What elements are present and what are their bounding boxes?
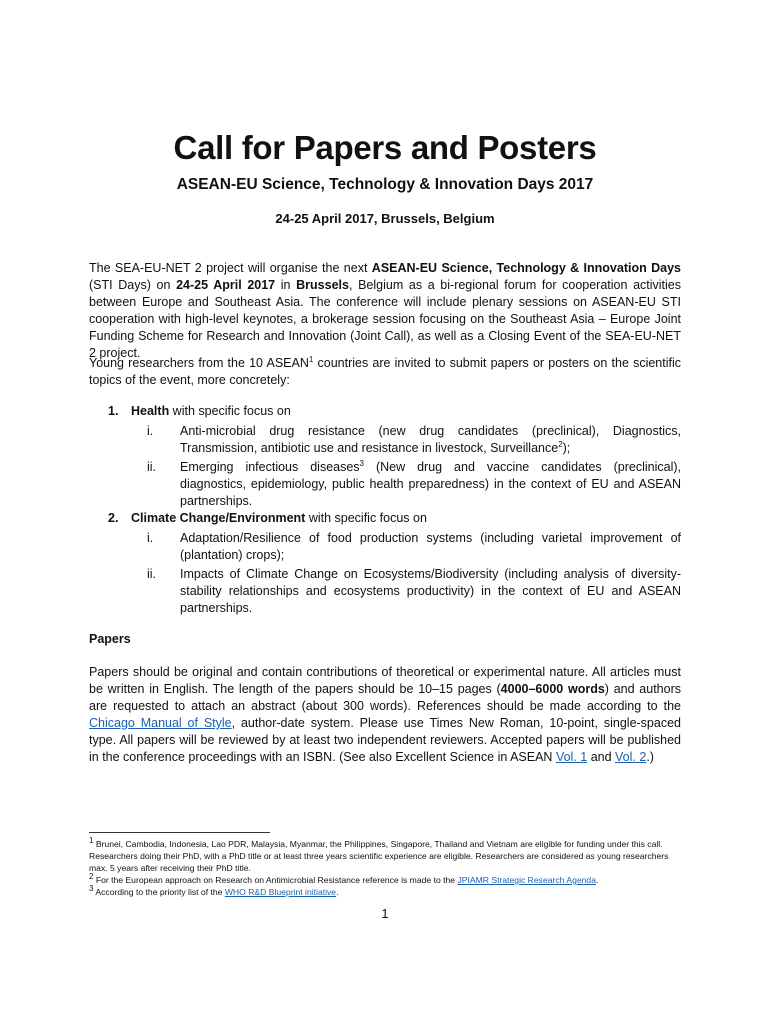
topic-number: 1.: [108, 404, 119, 418]
chicago-manual-link[interactable]: Chicago Manual of Style: [89, 716, 232, 730]
papers-text: .): [646, 750, 654, 764]
intro-text: The SEA-EU-NET 2 project will organise the next: [89, 261, 372, 275]
topic-number: 2.: [108, 511, 119, 525]
intro-bold-city: Brussels: [296, 278, 349, 292]
footnote-divider: [89, 832, 270, 833]
subtopic-number: ii.: [147, 460, 157, 474]
papers-text: ) and authors are requested to attach an abstract (about 300 words). References should be made according to the: [89, 682, 681, 713]
footnotes: [89, 838, 683, 898]
papers-text: , author-date system. Please use Times New Roman, 10-point, single-spaced type. All papers will be reviewed by at least two independent reviewers. Accepted papers will be published in the conference proceedings with an ISBN. (See also Excellent Science in ASEAN: [89, 716, 681, 764]
subtopic-text: Impacts of Climate Change on Ecosystems/Biodiversity (including analysis of diversity-stability relationships and ecosystems productivity) in the context of EU and ASEAN partnerships.: [180, 567, 681, 615]
page-number: 1: [381, 906, 389, 921]
subtopic-number: ii.: [147, 567, 157, 581]
page-subtitle: ASEAN-EU Science, Technology & Innovation Days 2017: [176, 176, 594, 193]
subtopic-text: Emerging infectious diseases: [180, 460, 360, 474]
subtopic-text: Adaptation/Resilience of food production systems (including varietal improvement of (plantation) crops);: [180, 531, 681, 562]
subtopic-text: Anti-microbial drug resistance (new drug candidates (preclinical), Diagnostics, Transmission, antibiotic use and resistance in livestock, Surveillance: [180, 424, 681, 455]
subtopic-number: i.: [147, 424, 154, 438]
jpiamr-agenda-link[interactable]: JPIAMR Strategic Research Agenda: [457, 875, 596, 885]
footnote-text: .: [596, 875, 599, 885]
footnote-1: [89, 838, 683, 874]
footnote-ref[interactable]: 3: [359, 458, 364, 468]
papers-text: and: [587, 750, 616, 764]
intro-text: in: [275, 278, 297, 292]
vol1-link[interactable]: Vol. 1: [555, 750, 588, 764]
topic-heading: Climate Change/Environment: [131, 511, 306, 525]
vol2-link[interactable]: Vol. 2: [615, 750, 647, 764]
intro-text: , Belgium as a bi-regional forum for cooperation activities between Europe and Southeast Asia. The conference will include plenary sessions on ASEAN-EU STI cooperation with high-level keynotes, a brokerage session focusing on the Southeast Asia – Europe Joint Funding Scheme for Research and Innovation (Joint Call), as well as a Closing Event of the SEA-EU-NET 2 project.: [89, 278, 682, 360]
footnote-text: Brunei, Cambodia, Indonesia, Lao PDR, Malaysia, Myanmar, the Philippines, Singapore, Thailand and Vietnam are eligible for funding under this call. Researchers doing their PhD, with a PhD title or at least three years scientific experience are eligible. Researchers are considered as young researchers max. 5 years after receiving their PhD title.: [89, 839, 669, 873]
footnote-text: According to the priority list of the: [93, 887, 225, 897]
footnote-number: 1: [89, 836, 94, 846]
footnote-ref[interactable]: 1: [308, 354, 314, 364]
footnote-number: 2: [89, 872, 94, 882]
intro-text: (STI Days) on: [89, 278, 177, 292]
footnote-3: [89, 886, 683, 898]
page-title: Call for Papers and Posters: [173, 129, 597, 166]
who-blueprint-link[interactable]: WHO R&D Blueprint initiative: [224, 887, 337, 897]
topic-rest: with specific focus on: [169, 404, 291, 418]
papers-heading: Papers: [89, 632, 131, 646]
intro-bold-date: 24-25 April 2017: [176, 278, 276, 292]
event-dates: 24-25 April 2017, Brussels, Belgium: [275, 211, 495, 226]
topic-heading: Health: [131, 404, 170, 418]
intro-bold-event: ASEAN-EU Science, Technology & Innovation Days: [371, 261, 681, 275]
subtopic-text: );: [562, 441, 571, 455]
footnote-number: 3: [89, 884, 94, 894]
footnote-ref[interactable]: 2: [558, 439, 563, 449]
papers-text: Papers should be original and contain contributions of theoretical or experimental nature. All articles must be written in English. The length of the papers should be 10–15 pages (: [89, 665, 681, 696]
footnote-text: .: [336, 887, 339, 897]
young-text: countries are invited to submit papers or posters on the scientific topics of the event, more concretely:: [89, 356, 682, 387]
footnote-text: For the European approach on Research on Antimicrobial Resistance reference is made to the: [93, 875, 458, 885]
subtopic-text: (New drug and vaccine candidates (preclinical), diagnostics, epidemiology, public health preparedness) in the context of EU and ASEAN partnerships.: [180, 460, 681, 508]
intro-paragraph: [89, 260, 681, 362]
papers-bold-wordcount: 4000–6000 words: [500, 682, 605, 696]
young-text: Young researchers from the 10 ASEAN: [89, 356, 309, 370]
topic-rest: with specific focus on: [305, 511, 427, 525]
subtopic-number: i.: [147, 531, 154, 545]
young-researchers-paragraph: [89, 355, 681, 389]
papers-paragraph: [89, 664, 681, 766]
footnote-2: [89, 874, 683, 886]
